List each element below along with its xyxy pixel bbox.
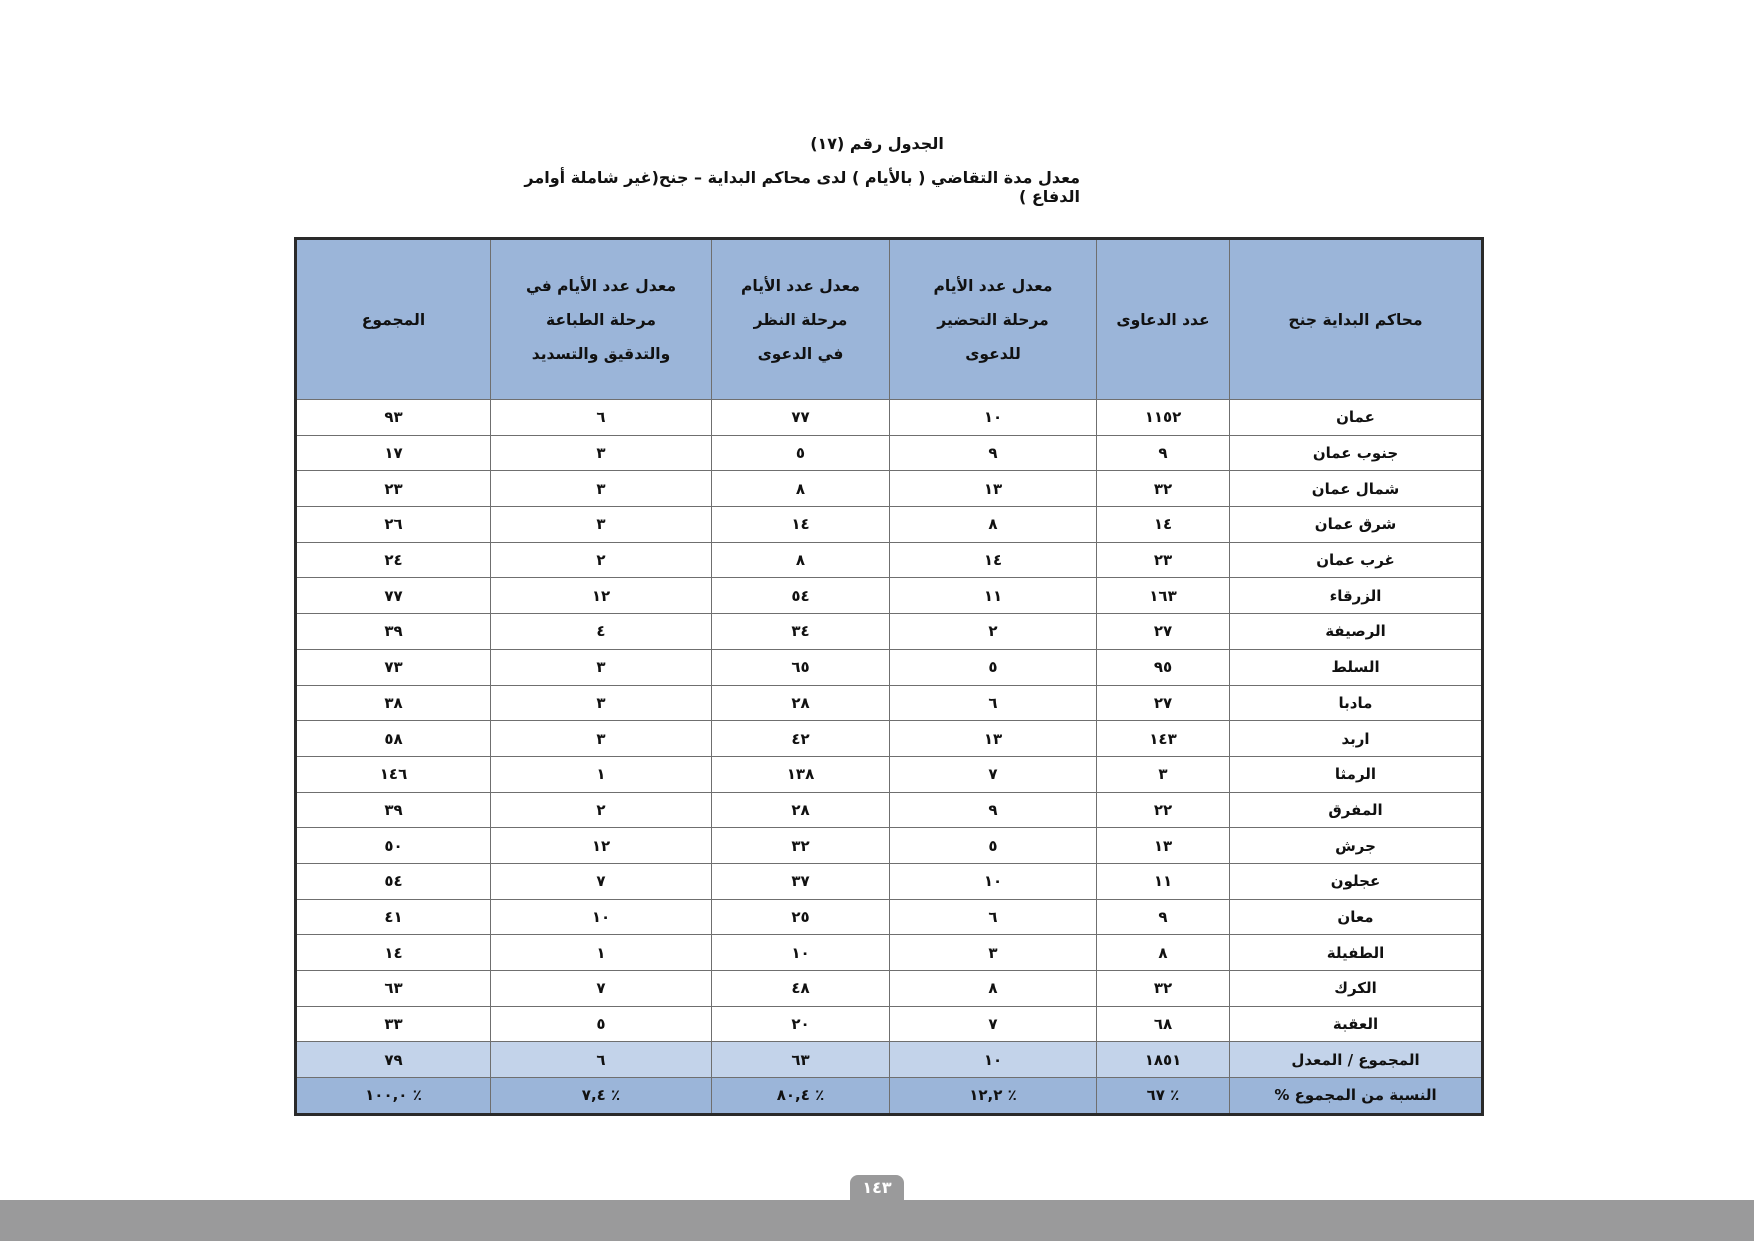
cell-preparation-days: ٢ xyxy=(890,614,1097,650)
cell-printing-days: ٦ xyxy=(491,400,712,436)
cell-total: ٥٠ xyxy=(296,828,491,864)
cell-case-count: ١٤٣ xyxy=(1097,721,1230,757)
cell-case-count: ٣٢ xyxy=(1097,471,1230,507)
cell-review-days: ٥ xyxy=(712,435,890,471)
cell-review-days: ٣٤ xyxy=(712,614,890,650)
cell-total: ٢٣ xyxy=(296,471,491,507)
cell-printing-days: ٢ xyxy=(491,542,712,578)
cell-printing-days: ٧ xyxy=(491,863,712,899)
percent-row xyxy=(296,1078,1483,1115)
cell-preparation-days: ١١ xyxy=(890,578,1097,614)
cell-case-count: ١١٥٢ xyxy=(1097,400,1230,436)
cell-total: ٧٣ xyxy=(296,649,491,685)
cell-preparation-days: ٧ xyxy=(890,1006,1097,1042)
cell-total: ١٤ xyxy=(296,935,491,971)
cell-case-count: ١١ xyxy=(1097,863,1230,899)
cell-preparation-days: ١٤ xyxy=(890,542,1097,578)
cell-case-count: ٩٥ xyxy=(1097,649,1230,685)
cell-review-days: ١٤ xyxy=(712,507,890,543)
cell-printing-days: ١٢ xyxy=(491,578,712,614)
cell-total: ٢٤ xyxy=(296,542,491,578)
cell-preparation-days: ٩ xyxy=(890,435,1097,471)
cell-total: ٦٣ xyxy=(296,971,491,1007)
table-row xyxy=(296,685,1483,721)
cell-review-days: ٥٤ xyxy=(712,578,890,614)
cell-total: ٪ ١٠٠,٠ xyxy=(296,1078,491,1115)
cell-preparation-days: ١٣ xyxy=(890,721,1097,757)
cell-total: ٥٨ xyxy=(296,721,491,757)
cell-preparation-days: ١٣ xyxy=(890,471,1097,507)
cell-court: جرش xyxy=(1230,828,1483,864)
cell-court: غرب عمان xyxy=(1230,542,1483,578)
cell-review-days: ٪ ٨٠,٤ xyxy=(712,1078,890,1115)
table-subtitle: معدل مدة التقاضي ( بالأيام ) لدى محاكم البداية – جنح(غير شاملة أوامر الدفاع ) xyxy=(524,168,1080,206)
cell-printing-days: ٦ xyxy=(491,1042,712,1078)
cell-case-count: ٪ ٦٧ xyxy=(1097,1078,1230,1115)
cell-printing-days: ٥ xyxy=(491,1006,712,1042)
header-row xyxy=(296,239,1483,400)
cell-case-count: ٢٧ xyxy=(1097,685,1230,721)
cell-case-count: ٣ xyxy=(1097,756,1230,792)
cell-court: مادبا xyxy=(1230,685,1483,721)
table-row xyxy=(296,471,1483,507)
cell-case-count: ١٣ xyxy=(1097,828,1230,864)
cell-court: الزرقاء xyxy=(1230,578,1483,614)
cell-total: ٣٣ xyxy=(296,1006,491,1042)
cell-preparation-days: ١٠ xyxy=(890,1042,1097,1078)
cell-court: شمال عمان xyxy=(1230,471,1483,507)
cell-court: جنوب عمان xyxy=(1230,435,1483,471)
cell-printing-days: ٪ ٧,٤ xyxy=(491,1078,712,1115)
cell-review-days: ٨ xyxy=(712,471,890,507)
table-row xyxy=(296,1006,1483,1042)
header-case-count: عدد الدعاوى xyxy=(1097,239,1230,400)
header-preparation-days: معدل عدد الأيام مرحلة التحضير للدعوى xyxy=(890,239,1097,400)
cell-review-days: ٨ xyxy=(712,542,890,578)
header-printing-days: معدل عدد الأيام في مرحلة الطباعة والتدقيق والتسديد xyxy=(491,239,712,400)
cell-case-count: ٩ xyxy=(1097,435,1230,471)
table-title: الجدول رقم (١٧) xyxy=(810,134,944,153)
cell-case-count: ٨ xyxy=(1097,935,1230,971)
cell-review-days: ٢٥ xyxy=(712,899,890,935)
cell-court: اربد xyxy=(1230,721,1483,757)
cell-review-days: ١٠ xyxy=(712,935,890,971)
page-number: ١٤٣ xyxy=(850,1175,904,1201)
cell-review-days: ٤٨ xyxy=(712,971,890,1007)
header-court: محاكم البداية جنح xyxy=(1230,239,1483,400)
cell-review-days: ٢٠ xyxy=(712,1006,890,1042)
cell-total: ١٧ xyxy=(296,435,491,471)
cell-preparation-days: ١٠ xyxy=(890,400,1097,436)
cell-case-count: ٩ xyxy=(1097,899,1230,935)
table-row xyxy=(296,935,1483,971)
litigation-duration-table xyxy=(294,237,1484,1116)
cell-court: الرمثا xyxy=(1230,756,1483,792)
cell-court: العقبة xyxy=(1230,1006,1483,1042)
cell-preparation-days: ٨ xyxy=(890,507,1097,543)
cell-total: ٧٧ xyxy=(296,578,491,614)
table-row xyxy=(296,792,1483,828)
cell-court: المجموع / المعدل xyxy=(1230,1042,1483,1078)
cell-review-days: ٢٨ xyxy=(712,792,890,828)
cell-review-days: ٦٥ xyxy=(712,649,890,685)
cell-preparation-days: ١٠ xyxy=(890,863,1097,899)
cell-printing-days: ١٢ xyxy=(491,828,712,864)
cell-court: الرصيفة xyxy=(1230,614,1483,650)
cell-printing-days: ٣ xyxy=(491,649,712,685)
cell-total: ٤١ xyxy=(296,899,491,935)
cell-total: ٩٣ xyxy=(296,400,491,436)
cell-case-count: ٦٨ xyxy=(1097,1006,1230,1042)
cell-court: النسبة من المجموع % xyxy=(1230,1078,1483,1115)
cell-printing-days: ١٠ xyxy=(491,899,712,935)
cell-preparation-days: ٥ xyxy=(890,649,1097,685)
cell-total: ١٤٦ xyxy=(296,756,491,792)
cell-total: ٧٩ xyxy=(296,1042,491,1078)
cell-court: عمان xyxy=(1230,400,1483,436)
cell-preparation-days: ٪ ١٢,٢ xyxy=(890,1078,1097,1115)
cell-printing-days: ٢ xyxy=(491,792,712,828)
footer-band xyxy=(0,1200,1754,1241)
cell-case-count: ١٤ xyxy=(1097,507,1230,543)
cell-printing-days: ٣ xyxy=(491,471,712,507)
cell-court: معان xyxy=(1230,899,1483,935)
cell-total: ٥٤ xyxy=(296,863,491,899)
cell-case-count: ٢٧ xyxy=(1097,614,1230,650)
cell-preparation-days: ٧ xyxy=(890,756,1097,792)
cell-court: الكرك xyxy=(1230,971,1483,1007)
cell-preparation-days: ٣ xyxy=(890,935,1097,971)
cell-review-days: ٢٨ xyxy=(712,685,890,721)
table-row xyxy=(296,863,1483,899)
table-row xyxy=(296,435,1483,471)
table-row xyxy=(296,400,1483,436)
cell-review-days: ٣٧ xyxy=(712,863,890,899)
cell-court: عجلون xyxy=(1230,863,1483,899)
header-total: المجموع xyxy=(296,239,491,400)
table-row xyxy=(296,542,1483,578)
table-row xyxy=(296,614,1483,650)
table-row xyxy=(296,507,1483,543)
cell-printing-days: ٤ xyxy=(491,614,712,650)
cell-total: ٣٨ xyxy=(296,685,491,721)
cell-case-count: ٣٢ xyxy=(1097,971,1230,1007)
cell-review-days: ٦٣ xyxy=(712,1042,890,1078)
cell-case-count: ٢٢ xyxy=(1097,792,1230,828)
total-row xyxy=(296,1042,1483,1078)
cell-printing-days: ١ xyxy=(491,935,712,971)
table-row xyxy=(296,721,1483,757)
cell-total: ٣٩ xyxy=(296,614,491,650)
cell-printing-days: ٣ xyxy=(491,685,712,721)
cell-court: شرق عمان xyxy=(1230,507,1483,543)
cell-preparation-days: ٩ xyxy=(890,792,1097,828)
cell-case-count: ١٦٣ xyxy=(1097,578,1230,614)
cell-total: ٣٩ xyxy=(296,792,491,828)
cell-preparation-days: ٨ xyxy=(890,971,1097,1007)
table-row xyxy=(296,578,1483,614)
cell-printing-days: ٧ xyxy=(491,971,712,1007)
table-row xyxy=(296,971,1483,1007)
cell-printing-days: ١ xyxy=(491,756,712,792)
cell-court: المفرق xyxy=(1230,792,1483,828)
cell-review-days: ١٣٨ xyxy=(712,756,890,792)
cell-review-days: ٤٢ xyxy=(712,721,890,757)
cell-printing-days: ٣ xyxy=(491,721,712,757)
table-row xyxy=(296,756,1483,792)
header-review-days: معدل عدد الأيام مرحلة النظر في الدعوى xyxy=(712,239,890,400)
cell-preparation-days: ٥ xyxy=(890,828,1097,864)
cell-case-count: ٢٣ xyxy=(1097,542,1230,578)
cell-printing-days: ٣ xyxy=(491,435,712,471)
cell-preparation-days: ٦ xyxy=(890,899,1097,935)
cell-case-count: ١٨٥١ xyxy=(1097,1042,1230,1078)
table-row xyxy=(296,828,1483,864)
cell-review-days: ٣٢ xyxy=(712,828,890,864)
cell-printing-days: ٣ xyxy=(491,507,712,543)
table-row xyxy=(296,649,1483,685)
cell-preparation-days: ٦ xyxy=(890,685,1097,721)
cell-court: الطفيلة xyxy=(1230,935,1483,971)
cell-review-days: ٧٧ xyxy=(712,400,890,436)
cell-court: السلط xyxy=(1230,649,1483,685)
table-row xyxy=(296,899,1483,935)
cell-total: ٢٦ xyxy=(296,507,491,543)
